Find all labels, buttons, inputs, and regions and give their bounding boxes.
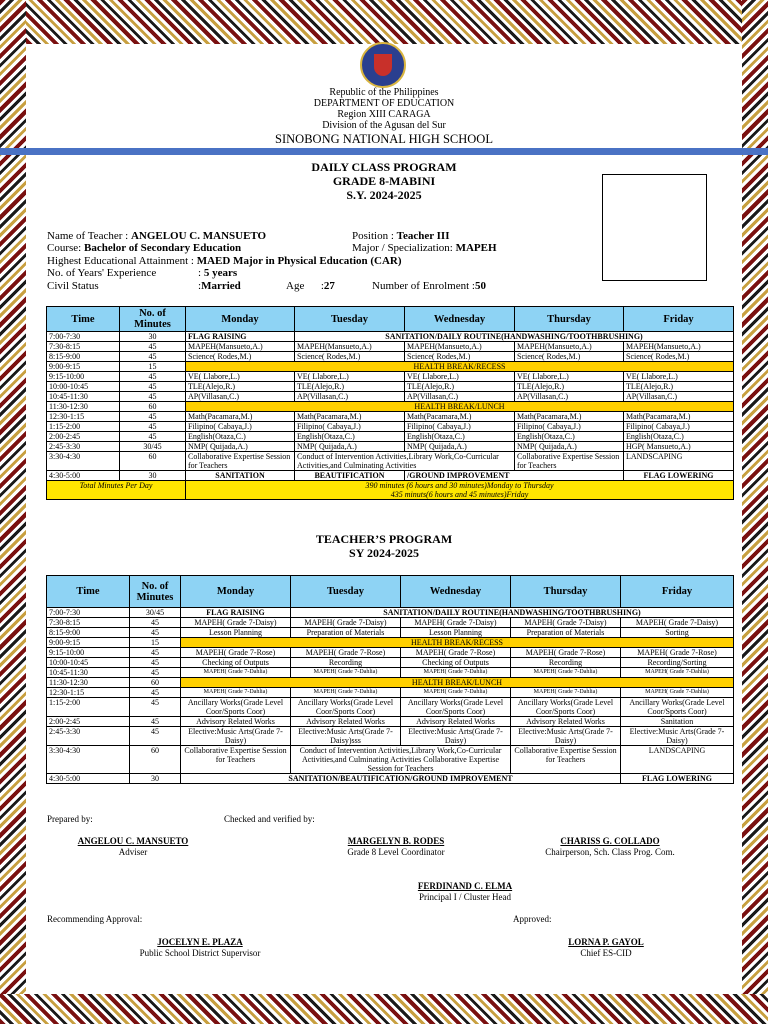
cell-thursday: MAPEH( Grade 7-Dahlia)	[511, 668, 621, 678]
table-row	[47, 412, 734, 422]
header-divider	[0, 148, 768, 155]
cell-wednesday: MAPEH( Grade 7-Rose)	[401, 648, 511, 658]
table-body-late-morning	[47, 372, 734, 402]
cell-monday: NMP( Quijada,A.)	[186, 442, 295, 452]
cell-monday: MAPEH( Grade 7-Daisy)	[181, 618, 291, 628]
cell-time: 10:45-11:30	[47, 392, 120, 402]
cell-thursday: MAPEH( Grade 7-Daisy)	[511, 618, 621, 628]
cell-wednesday: Ancillary Works(Grade Level Coor/Sports Coor)	[401, 698, 511, 717]
cell-tuesday: Elective:Music Arts(Grade 7-Daisy)sss	[291, 727, 401, 746]
table-row	[47, 432, 734, 442]
header-dept: DEPARTMENT OF EDUCATION	[313, 98, 455, 109]
col-minutes: No. of Minutes	[130, 576, 181, 608]
cell-time: 3:30-4:30	[47, 746, 130, 774]
table-row	[47, 638, 734, 648]
cell-friday: MAPEH( Grade 7-Daisy)	[621, 618, 734, 628]
cell-total-value: 390 minutes (6 hours and 30 minutes)Monday to Thursday 435 minuts(6 hours and 45 minutes)Friday	[186, 481, 734, 500]
cell-friday: English(Otaza,C.)	[624, 432, 734, 442]
cell-wednesday: Math(Pacamara,M.)	[405, 412, 515, 422]
cell-monday: MAPEH( Grade 7-Dahlia)	[181, 688, 291, 698]
table-row	[47, 774, 734, 784]
cell-minutes: 30/45	[130, 608, 181, 618]
approved-label: Approved:	[513, 914, 552, 924]
cell-wednesday: MAPEH( Grade 7-Dahlia)	[401, 688, 511, 698]
col-monday: Monday	[181, 576, 291, 608]
cell-minutes: 60	[130, 746, 181, 774]
cell-wednesday: MAPEH( Grade 7-Daisy)	[401, 618, 511, 628]
table-row	[47, 608, 734, 618]
cell-time: 10:45-11:30	[47, 668, 130, 678]
table-row	[47, 727, 734, 746]
cell-friday: Ancillary Works(Grade Level Coor/Sports Coor)	[621, 698, 734, 717]
cell-tuesday: NMP( Quijada,A.)	[295, 442, 405, 452]
cell-thursday: Recording	[511, 658, 621, 668]
cell-thursday: MAPEH(Mansueto,A.)	[515, 342, 624, 352]
cell-flag-raising: FLAG RAISING	[186, 332, 295, 342]
col-wednesday: Wednesday	[401, 576, 511, 608]
cell-time: 7:00-7:30	[47, 608, 130, 618]
cell-monday: Ancillary Works(Grade Level Coor/Sports Coor)	[181, 698, 291, 717]
cell-minutes: 45	[130, 698, 181, 717]
cell-thursday: AP(Villasan,C.)	[515, 392, 624, 402]
cell-friday: HGP( Mansueto,A.)	[624, 442, 734, 452]
cell-minutes: 45	[130, 648, 181, 658]
title-teachers-program: TEACHER’S PROGRAM	[315, 532, 453, 546]
table-row	[47, 352, 734, 362]
cell-time: 2:45-3:30	[47, 727, 130, 746]
cell-thursday: Collaborative Expertise Session for Teachers	[515, 452, 624, 471]
cell-time: 3:30-4:30	[47, 452, 120, 471]
col-minutes: No. of Minutes	[120, 307, 186, 332]
cell-time: 12:30-1:15	[47, 688, 130, 698]
cell-thursday: NMP( Quijada,A.)	[515, 442, 624, 452]
cell-wednesday: Filipino( Cabaya,J.)	[405, 422, 515, 432]
cell-wednesday: Checking of Outputs	[401, 658, 511, 668]
cell-monday: Collaborative Expertise Session for Teachers	[181, 746, 291, 774]
col-wednesday: Wednesday	[405, 307, 515, 332]
cell-time: 4:30-5:00	[47, 774, 130, 784]
col-thursday: Thursday	[511, 576, 621, 608]
cell-time: 8:15-9:00	[47, 628, 130, 638]
cell-thursday: Science( Rodes,M.)	[515, 352, 624, 362]
header-division: Division of the Agusan del Sur	[322, 120, 446, 131]
cell-tuesday: Recording	[291, 658, 401, 668]
col-tuesday: Tuesday	[291, 576, 401, 608]
cell-minutes: 45	[130, 717, 181, 727]
cell-minutes: 45	[120, 342, 186, 352]
cell-friday: VE( Llabore,L.)	[624, 372, 734, 382]
cell-monday: Filipino( Cabaya,J.)	[186, 422, 295, 432]
info-civil-status: Civil Status	[47, 280, 99, 292]
cell-time: 10:00-10:45	[47, 658, 130, 668]
table-row	[47, 648, 734, 658]
cell-time: 2:00-2:45	[47, 717, 130, 727]
table-row	[47, 342, 734, 352]
cell-thursday: Math(Pacamara,M.)	[515, 412, 624, 422]
cell-friday: Math(Pacamara,M.)	[624, 412, 734, 422]
cell-time: 10:00-10:45	[47, 382, 120, 392]
cell-tuesday: English(Otaza,C.)	[295, 432, 405, 442]
cell-minutes: 30	[120, 471, 186, 481]
cell-sanitation-routine: SANITATION/DAILY ROUTINE(HANDWASHING/TOOTHBRUSHING)	[291, 608, 734, 618]
cell-thursday: TLE(Alejo,R.)	[515, 382, 624, 392]
table-row	[47, 362, 734, 372]
cell-thursday: VE( Llabore,L.)	[515, 372, 624, 382]
signature-principal: FERDINAND C. ELMA Principal I / Cluster Head	[417, 881, 513, 902]
cell-monday: MAPEH( Grade 7-Dahlia)	[181, 668, 291, 678]
info-civil-value: :Married	[198, 280, 241, 292]
table-row	[47, 618, 734, 628]
cell-time: 7:30-8:15	[47, 618, 130, 628]
cell-wednesday: MAPEH( Grade 7-Dahlia)	[401, 668, 511, 678]
cell-minutes: 15	[120, 362, 186, 372]
cell-flag-lowering: FLAG LOWERING	[621, 774, 734, 784]
cell-flag-lowering: FLAG LOWERING	[624, 471, 734, 481]
cell-minutes: 45	[130, 618, 181, 628]
cell-friday: MAPEH(Mansueto,A.)	[624, 342, 734, 352]
cell-time: 2:00-2:45	[47, 432, 120, 442]
teachers-program-table	[46, 575, 734, 784]
cell-wednesday: Science( Rodes,M.)	[405, 352, 515, 362]
table-row	[47, 628, 734, 638]
cell-friday: Recording/Sorting	[621, 658, 734, 668]
cell-minutes: 30	[130, 774, 181, 784]
cell-friday: Elective:Music Arts(Grade 7-Daisy)	[621, 727, 734, 746]
cell-total-label: Total Minutes Per Day	[47, 481, 186, 500]
cell-minutes: 45	[120, 422, 186, 432]
cell-recess: HEALTH BREAK/RECESS	[186, 362, 734, 372]
cell-time: 9:00-9:15	[47, 362, 120, 372]
table-row	[47, 392, 734, 402]
cell-minutes: 45	[130, 668, 181, 678]
table-row	[47, 678, 734, 688]
cell-tuesday: VE( Llabore,L.)	[295, 372, 405, 382]
cell-monday: Collaborative Expertise Session for Teachers	[186, 452, 295, 471]
cell-thursday: Filipino( Cabaya,J.)	[515, 422, 624, 432]
title-school-year: S.Y. 2024-2025	[346, 188, 422, 202]
cell-monday: Checking of Outputs	[181, 658, 291, 668]
cell-friday: Science( Rodes,M.)	[624, 352, 734, 362]
cell-sanitation-beautification: SANITATION/BEAUTIFICATION/GROUND IMPROVEMENT	[181, 774, 621, 784]
signature-adviser: ANGELOU C. MANSUETO Adviser	[77, 836, 189, 857]
cell-friday: Filipino( Cabaya,J.)	[624, 422, 734, 432]
table-row	[47, 658, 734, 668]
cell-minutes: 45	[120, 382, 186, 392]
cell-monday: Advisory Related Works	[181, 717, 291, 727]
cell-time: 9:00-9:15	[47, 638, 130, 648]
cell-thursday: Advisory Related Works	[511, 717, 621, 727]
cell-tuesday: Filipino( Cabaya,J.)	[295, 422, 405, 432]
cell-tuesday: Advisory Related Works	[291, 717, 401, 727]
cell-minutes: 45	[130, 727, 181, 746]
cell-wednesday: VE( Llabore,L.)	[405, 372, 515, 382]
cell-tue-wed: Conduct of Intervention Activities,Library Work,Co-Curricular Activities,and Culminating Activities Collaborative Expertise Session for Teachers	[291, 746, 511, 774]
signature-chief: LORNA P. GAYOL Chief ES-CID	[568, 937, 644, 958]
cell-minutes: 45	[130, 658, 181, 668]
signature-coordinator: MARGELYN B. RODES Grade 8 Level Coordinator	[347, 836, 445, 857]
info-age: Age :27	[286, 280, 335, 292]
cell-thursday: MAPEH( Grade 7-Dahlia)	[511, 688, 621, 698]
table-row	[47, 402, 734, 412]
col-friday: Friday	[624, 307, 734, 332]
title-daily-class-program: DAILY CLASS PROGRAM	[311, 160, 457, 174]
school-name: SINOBONG NATIONAL HIGH SCHOOL	[275, 132, 493, 146]
cell-tuesday: Science( Rodes,M.)	[295, 352, 405, 362]
info-experience: No. of Years' Experience	[47, 267, 157, 279]
cell-minutes: 30	[120, 332, 186, 342]
cell-wednesday: AP(Villasan,C.)	[405, 392, 515, 402]
cell-wednesday: Advisory Related Works	[401, 717, 511, 727]
cell-sanitation-routine: SANITATION/DAILY ROUTINE(HANDWASHING/TOOTHBRUSHING)	[295, 332, 734, 342]
cell-minutes: 45	[120, 412, 186, 422]
cell-friday: LANDSCAPING	[624, 452, 734, 471]
cell-time: 12:30-1:15	[47, 412, 120, 422]
table-header-row	[47, 576, 734, 608]
cell-friday: AP(Villasan,C.)	[624, 392, 734, 402]
cell-thursday: Elective:Music Arts(Grade 7-Daisy)	[511, 727, 621, 746]
info-major: Major / Specialization: MAPEH	[352, 242, 497, 254]
cell-minutes: 60	[120, 402, 186, 412]
cell-wednesday: English(Otaza,C.)	[405, 432, 515, 442]
cell-time: 8:15-9:00	[47, 352, 120, 362]
col-time: Time	[47, 307, 120, 332]
info-teacher: Name of Teacher : ANGELOU C. MANSUETO	[47, 230, 267, 242]
cell-friday: TLE(Alejo,R.)	[624, 382, 734, 392]
col-friday: Friday	[621, 576, 734, 608]
cell-tuesday: MAPEH( Grade 7-Rose)	[291, 648, 401, 658]
info-course: Course: Bachelor of Secondary Education	[47, 242, 242, 254]
cell-ground-improvement: /GROUND IMPROVEMENT	[405, 471, 624, 481]
cell-monday: Math(Pacamara,M.)	[186, 412, 295, 422]
cell-tuesday: TLE(Alejo,R.)	[295, 382, 405, 392]
table-row	[47, 452, 734, 471]
cell-monday: MAPEH( Grade 7-Rose)	[181, 648, 291, 658]
table-row	[47, 746, 734, 774]
cell-monday: MAPEH(Mansueto,A.)	[186, 342, 295, 352]
table-row	[47, 332, 734, 342]
table-body-afternoon	[47, 412, 734, 452]
cell-monday: English(Otaza,C.)	[186, 432, 295, 442]
table-body-morning	[47, 618, 734, 638]
photo-placeholder	[602, 174, 707, 281]
decorative-border-bottom	[0, 994, 768, 1024]
table-row	[47, 372, 734, 382]
cell-time: 11:30-12:30	[47, 402, 120, 412]
table-body-late-morning	[47, 648, 734, 678]
header-region: Region XIII CARAGA	[337, 109, 431, 120]
cell-tuesday: MAPEH( Grade 7-Dahlia)	[291, 668, 401, 678]
cell-lunch: HEALTH BREAK/LUNCH	[181, 678, 734, 688]
cell-time: 1:15-2:00	[47, 698, 130, 717]
info-position: Position : Teacher III	[352, 230, 450, 242]
deped-seal-icon	[360, 42, 406, 88]
cell-monday: AP(Villasan,C.)	[186, 392, 295, 402]
table-body-morning	[47, 342, 734, 362]
cell-friday: Sanitation	[621, 717, 734, 727]
col-time: Time	[47, 576, 130, 608]
signature-chairperson: CHARISS G. COLLADO Chairperson, Sch. Class Prog. Com.	[545, 836, 675, 857]
cell-monday: Science( Rodes,M.)	[186, 352, 295, 362]
table-row	[47, 442, 734, 452]
cell-minutes: 60	[130, 678, 181, 688]
cell-minutes: 30/45	[120, 442, 186, 452]
cell-tue-wed: Conduct of Intervention Activities,Library Work,Co-Curricular Activities,and Culminating Activities	[295, 452, 515, 471]
table-row	[47, 698, 734, 717]
signature-psds: JOCELYN E. PLAZA Public School District Supervisor	[139, 937, 261, 958]
col-monday: Monday	[186, 307, 295, 332]
cell-tuesday: Preparation of Materials	[291, 628, 401, 638]
cell-time: 7:30-8:15	[47, 342, 120, 352]
decorative-border-top	[0, 0, 768, 44]
cell-thursday: Ancillary Works(Grade Level Coor/Sports Coor)	[511, 698, 621, 717]
cell-time: 1:15-2:00	[47, 422, 120, 432]
cell-minutes: 45	[130, 628, 181, 638]
col-tuesday: Tuesday	[295, 307, 405, 332]
cell-sanitation: SANITATION	[186, 471, 295, 481]
cell-time: 11:30-12:30	[47, 678, 130, 688]
cell-time: 9:15-10:00	[47, 648, 130, 658]
table-body-afternoon	[47, 688, 734, 746]
col-thursday: Thursday	[515, 307, 624, 332]
prepared-by-label: Prepared by:	[47, 814, 93, 824]
cell-minutes: 45	[120, 352, 186, 362]
cell-friday: MAPEH( Grade 7-Dahlia)	[621, 688, 734, 698]
cell-minutes: 45	[130, 688, 181, 698]
cell-thursday: MAPEH( Grade 7-Rose)	[511, 648, 621, 658]
cell-wednesday: MAPEH(Mansueto,A.)	[405, 342, 515, 352]
table-row	[47, 471, 734, 481]
daily-class-program-table	[46, 306, 734, 500]
recommending-approval-label: Recommending Approval:	[47, 914, 143, 924]
title-teachers-sy: SY 2024-2025	[349, 546, 419, 560]
cell-friday: LANDSCAPING	[621, 746, 734, 774]
cell-minutes: 15	[130, 638, 181, 648]
table-row	[47, 668, 734, 678]
cell-wednesday: NMP( Quijada,A.)	[405, 442, 515, 452]
cell-tuesday: AP(Villasan,C.)	[295, 392, 405, 402]
cell-tuesday: MAPEH(Mansueto,A.)	[295, 342, 405, 352]
table-row	[47, 382, 734, 392]
cell-monday: TLE(Alejo,R.)	[186, 382, 295, 392]
cell-time: 2:45-3:30	[47, 442, 120, 452]
table-row	[47, 688, 734, 698]
cell-minutes: 45	[120, 392, 186, 402]
info-enrolment: Number of Enrolment :50	[372, 280, 486, 292]
header-republic: Republic of the Philippines	[329, 87, 439, 98]
title-grade-section: GRADE 8-MABINI	[332, 174, 436, 188]
table-row	[47, 422, 734, 432]
cell-monday: Elective:Music Arts(Grade 7-Daisy)	[181, 727, 291, 746]
cell-minutes: 45	[120, 372, 186, 382]
cell-tuesday: Math(Pacamara,M.)	[295, 412, 405, 422]
cell-tuesday: MAPEH( Grade 7-Dahlia)	[291, 688, 401, 698]
cell-beautification: BEAUTIFICATION	[295, 471, 405, 481]
cell-friday: MAPEH( Grade 7-Dahlia)	[621, 668, 734, 678]
cell-thursday: English(Otaza,C.)	[515, 432, 624, 442]
cell-time: 4:30-5:00	[47, 471, 120, 481]
cell-tuesday: MAPEH( Grade 7-Daisy)	[291, 618, 401, 628]
cell-tuesday: Ancillary Works(Grade Level Coor/Sports Coor)	[291, 698, 401, 717]
checked-by-label: Checked and verified by:	[224, 814, 315, 824]
info-experience-value: : 5 years	[198, 267, 238, 279]
cell-thursday: Collaborative Expertise Session for Teachers	[511, 746, 621, 774]
cell-friday: MAPEH( Grade 7-Rose)	[621, 648, 734, 658]
table-header-row	[47, 307, 734, 332]
cell-friday: Sorting	[621, 628, 734, 638]
cell-wednesday: TLE(Alejo,R.)	[405, 382, 515, 392]
cell-wednesday: Lesson Planning	[401, 628, 511, 638]
info-education: Highest Educational Attainment : MAED Major in Physical Education (CAR)	[47, 255, 402, 267]
cell-thursday: Preparation of Materials	[511, 628, 621, 638]
cell-monday: VE( Llabore,L.)	[186, 372, 295, 382]
cell-time: 9:15-10:00	[47, 372, 120, 382]
table-row-total	[47, 481, 734, 500]
cell-recess: HEALTH BREAK/RECESS	[181, 638, 734, 648]
cell-wednesday: Elective:Music Arts(Grade 7-Daisy)	[401, 727, 511, 746]
cell-monday: Lesson Planning	[181, 628, 291, 638]
table-row	[47, 717, 734, 727]
cell-minutes: 45	[120, 432, 186, 442]
cell-lunch: HEALTH BREAK/LUNCH	[186, 402, 734, 412]
cell-time: 7:00-7:30	[47, 332, 120, 342]
cell-minutes: 60	[120, 452, 186, 471]
cell-flag-raising: FLAG RAISING	[181, 608, 291, 618]
